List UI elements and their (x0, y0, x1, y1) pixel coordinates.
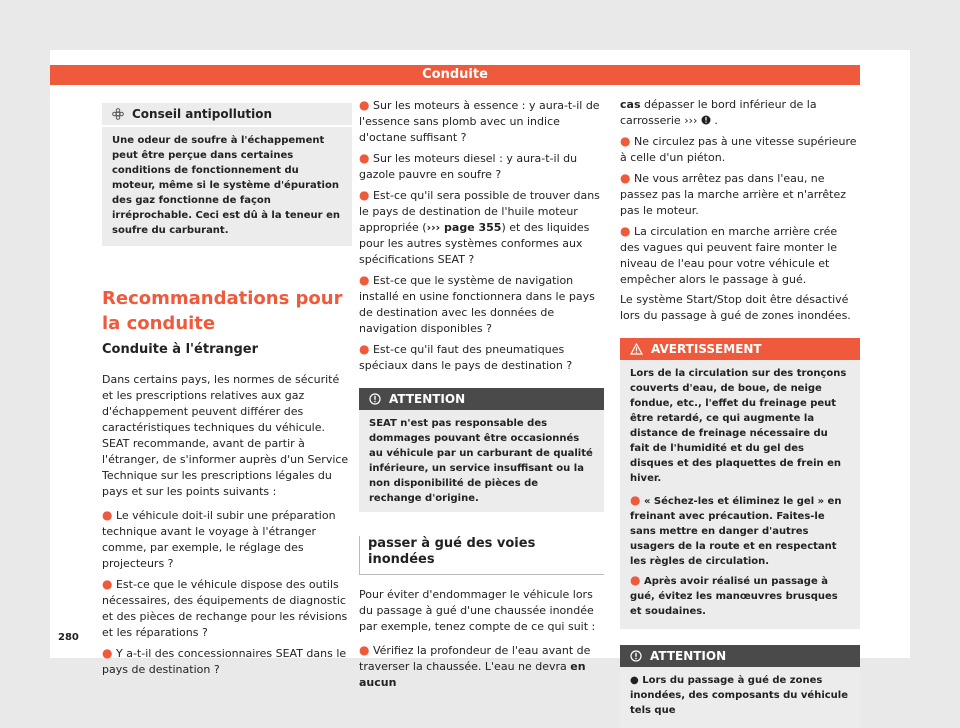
bullet-icon: ● (630, 573, 641, 587)
info-circle-icon (630, 650, 642, 662)
section-intro: Dans certains pays, les normes de sécurité et les prescriptions relatives aux gaz d'échappement peuvent différer des caractéristiques techniques du véhicule. SEAT recommande, avant de partir à l'étranger, de s'informer auprès d'un Service Technique sur les prescriptions légales du pays et sur les points suivants : (102, 373, 349, 498)
list-item: ● Est-ce qu'il sera possible de trouver dans le pays de destination de l'huile moteur appropriée (››› page 355) et des liquides pour les autres systèmes conformes aux spécifications SEAT ? (359, 188, 600, 266)
warning-triangle-icon (630, 343, 643, 355)
warning-box (620, 338, 860, 629)
warning-body (620, 360, 860, 629)
list-item: ● Est-ce qu'il faut des pneumatiques spéciaux dans le pays de destination ? (359, 342, 573, 372)
attention-text: SEAT n'est pas responsable des dommages pouvant être occasionnés au véhicule par un carburant de qualité inférieure, un service insuffisant ou la non disponibilité de pièces de rechange d'origine. (369, 418, 593, 504)
bullet-icon: ● (102, 646, 113, 660)
bullet-icon: ● (630, 493, 641, 507)
chapter-header (50, 65, 860, 85)
warning-ref-icon[interactable] (701, 114, 715, 127)
attention-box (359, 388, 604, 512)
bullet-icon: ● (359, 98, 370, 112)
list-item: ● Y a-t-il des concessionnaires SEAT dans le pays de destination ? (102, 646, 347, 676)
list-item: ● Ne circulez pas à une vitesse supérieure à celle d'un piéton. (620, 134, 857, 164)
attention-title-text: ATTENTION (389, 392, 466, 406)
attention-title-2 (620, 645, 860, 667)
list-item: ● Ne vous arrêtez pas dans l'eau, ne passez pas la marche arrière et n'arrêtez pas le moteur. (620, 171, 846, 217)
bullet-icon: ● (620, 224, 631, 238)
page-reference-link[interactable]: ››› page 355 (426, 221, 502, 234)
eco-tip-title-text: Conseil antipollution (132, 107, 273, 121)
startstop-note: Le système Start/Stop doit être désactivé lors du passage à gué de zones inondées. (620, 293, 851, 322)
bullet-icon: ● (359, 188, 370, 202)
warning-title-text: AVERTISSEMENT (651, 342, 762, 356)
warning-text: Lors de la circulation sur des tronçons couverts d'eau, de boue, de neige fondue, etc., l'effet du freinage peut être retardé, ce qui augmente la distance de freinage nécessaire du fait de l'humidité et du gel des disques et des plaquettes de frein en hiver. (630, 368, 847, 484)
eco-tip-title (102, 103, 352, 127)
list-item: ● Vérifiez la profondeur de l'eau avant de traverser la chaussée. L'eau ne devra en aucun (359, 643, 591, 689)
list-item: ● Après avoir réalisé un passage à gué, évitez les manœuvres brusques et soudaines. (630, 573, 838, 617)
info-circle-icon (369, 393, 381, 405)
page-number: 280 (58, 632, 79, 643)
list-item: ● « Séchez-les et éliminez le gel » en freinant avec précaution. Faites-le sans mettre en danger d'autres usagers de la route et en respectant les règles de circulation. (630, 493, 842, 567)
bullet-icon: ● (359, 151, 370, 165)
bullet-icon: ● (102, 577, 113, 591)
list-item: ● Sur les moteurs à essence : y aura-t-il de l'essence sans plomb avec un indice d'octane suffisant ? (359, 98, 600, 144)
warning-title (620, 338, 860, 360)
list-item-continued: cas dépasser le bord inférieur de la carrosserie ››› . (620, 98, 817, 127)
column-2 (359, 97, 604, 695)
attention-box-2 (620, 645, 860, 728)
bullet-icon: ● (620, 171, 631, 185)
eco-tip-text: Une odeur de soufre à l'échappement peut être perçue dans certaines conditions de fonctionnement du moteur, même si le système d'épuration des gaz fonctionne de façon irréprochable. Ceci est dû à la teneur en soufre du carburant. (112, 135, 340, 236)
column-1 (102, 103, 352, 682)
column-3 (620, 97, 860, 728)
bullet-icon: ● (359, 342, 370, 356)
list-item: ● Est-ce que le véhicule dispose des outils nécessaires, des équipements de diagnostic et des pièces de rechange pour les révisions et les réparations ? (102, 577, 348, 639)
chapter-title: Conduite (422, 67, 488, 82)
ford-section-title: passer à gué des voies inondées (359, 536, 604, 575)
list-item: ● Est-ce que le système de navigation installé en usine fonctionnera dans le pays de destination avec les données de navigation disponibles ? (359, 273, 595, 335)
list-item: ● Le véhicule doit-il subir une préparation technique avant le voyage à l'étranger comme, par exemple, le réglage des projecteurs ? (102, 508, 336, 570)
bullet-icon: ● (359, 273, 370, 287)
list-item: ● La circulation en marche arrière crée des vagues qui peuvent faire monter le niveau de l'eau pour votre véhicule et empêcher alors le passage à gué. (620, 224, 838, 286)
eco-tip-box (102, 103, 352, 246)
bullet-icon: ● (620, 134, 631, 148)
list-item: ● Lors du passage à gué de zones inondées, des composants du véhicule tels que (630, 675, 849, 716)
attention-body-2 (620, 667, 860, 728)
list-item: ● Sur les moteurs diesel : y aura-t-il du gazole pauvre en soufre ? (359, 151, 578, 181)
attention-title-text-2: ATTENTION (650, 649, 727, 663)
section-subtitle: Conduite à l'étranger (102, 342, 259, 357)
bullet-icon: ● (359, 643, 370, 657)
attention-title (359, 388, 604, 410)
ford-intro: Pour éviter d'endommager le véhicule lors du passage à gué d'une chaussée inondée par exemple, tenez compte de ce qui suit : (359, 588, 596, 633)
bullet-icon: ● (102, 508, 113, 522)
section-title: Recommandations pour la conduite (102, 288, 343, 334)
flower-icon (112, 108, 124, 120)
